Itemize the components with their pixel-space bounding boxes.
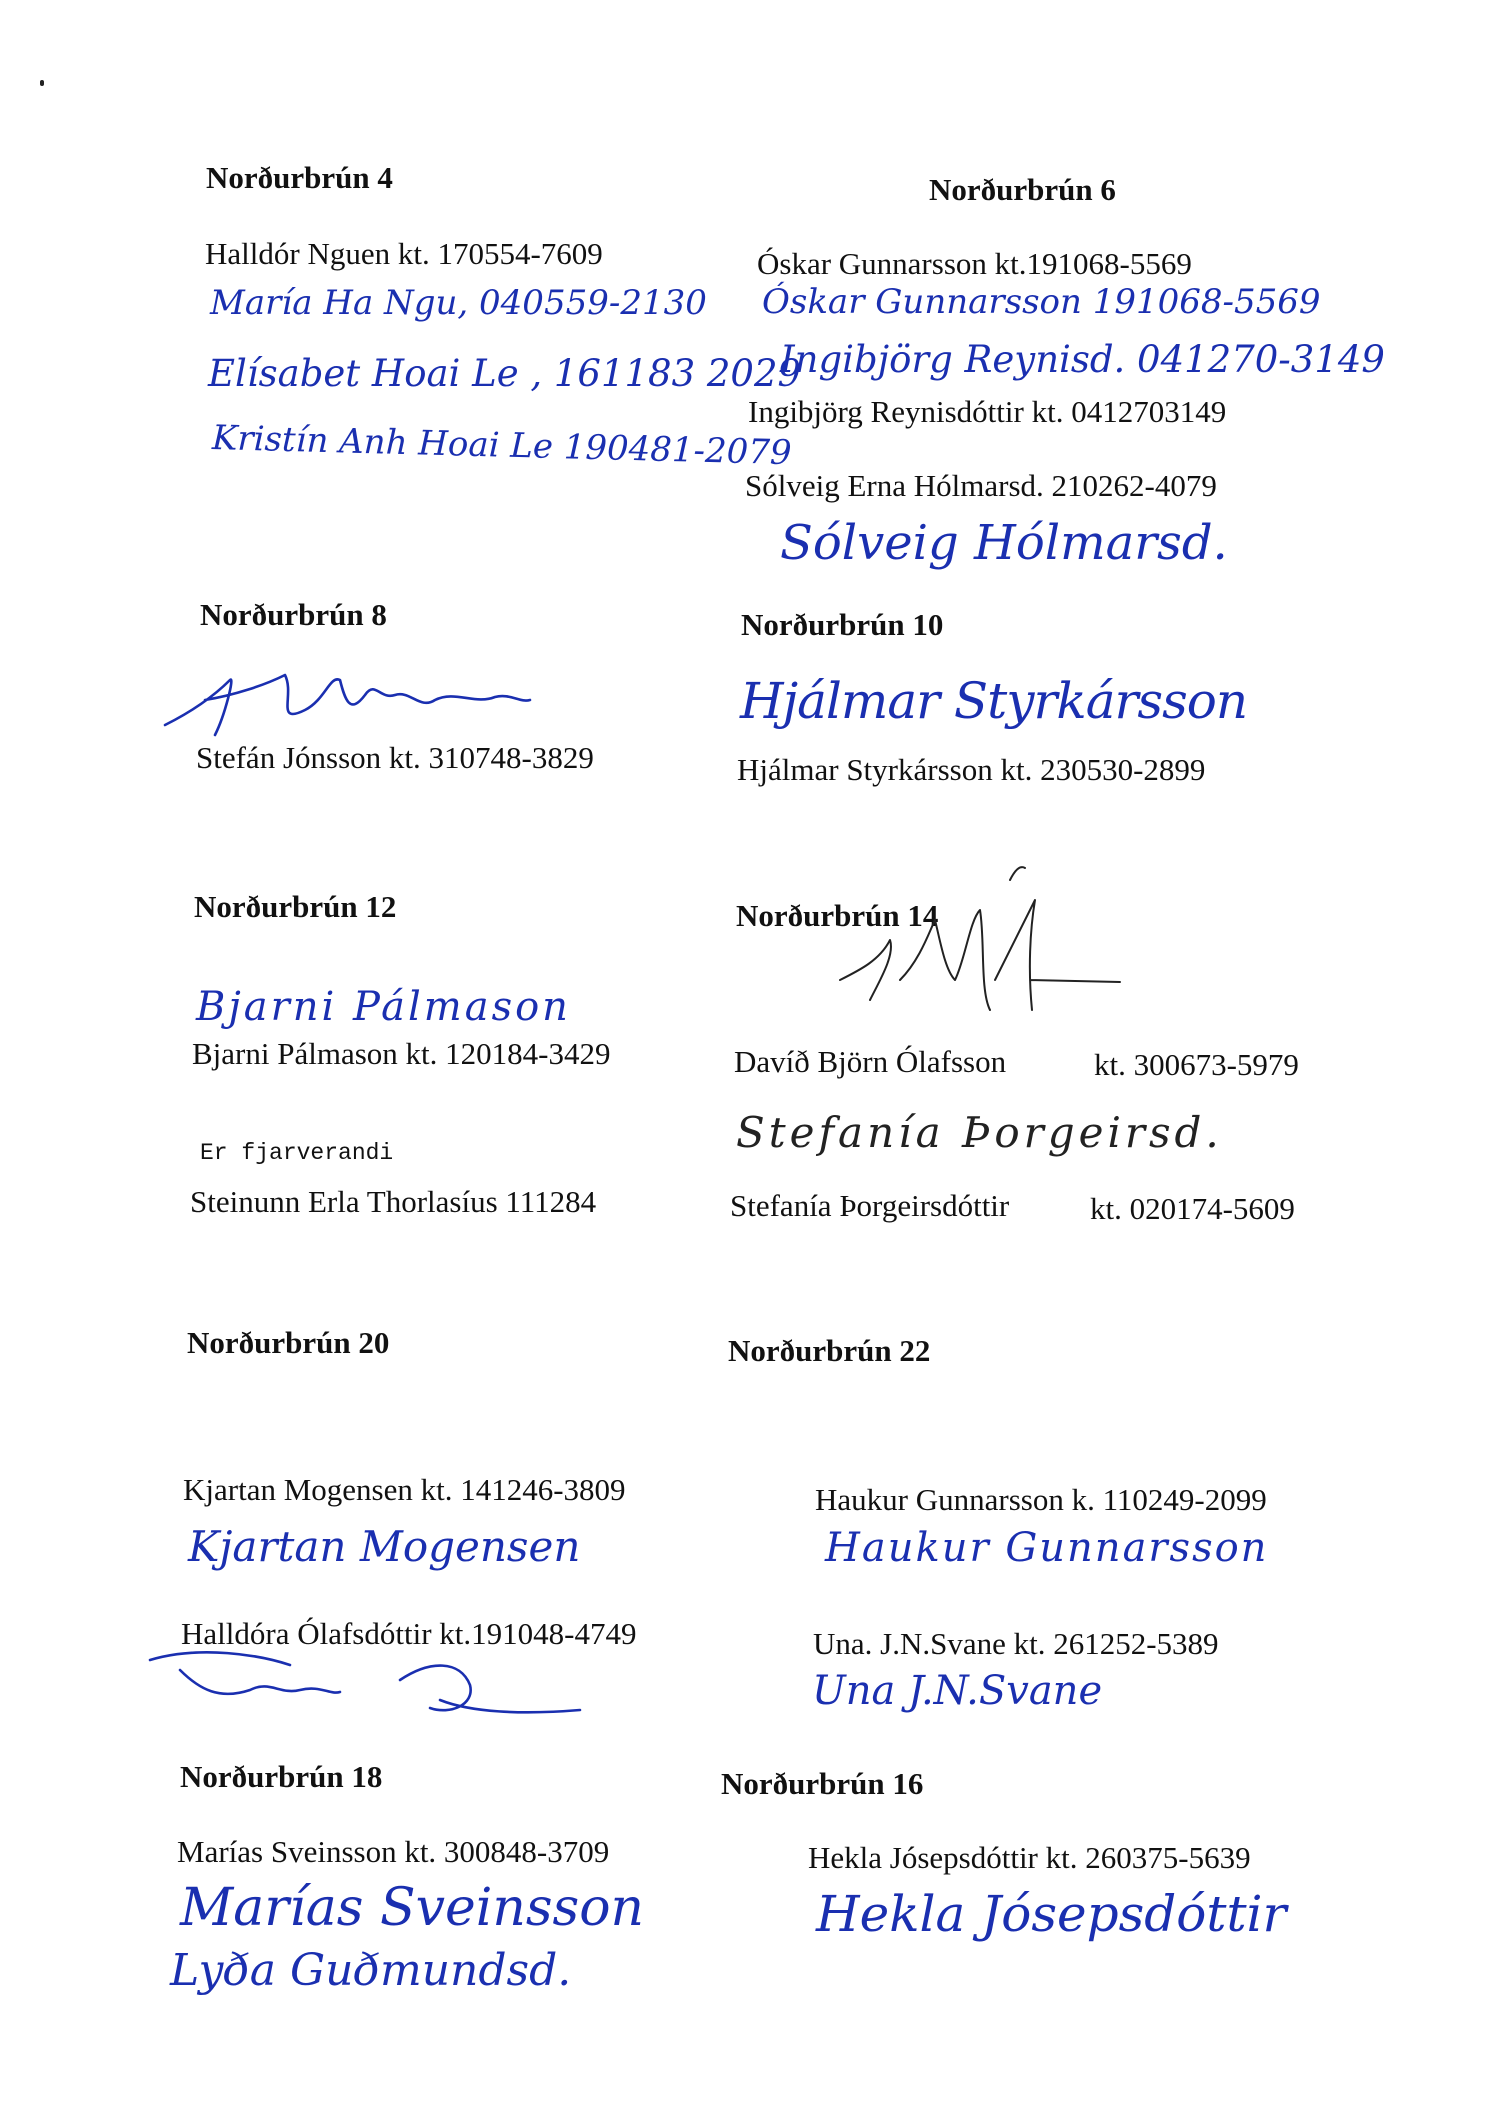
resident-line: Sólveig Erna Hólmarsd. 210262-4079 xyxy=(745,468,1217,503)
heading: Norðurbrún 20 xyxy=(187,1325,390,1360)
signature-scribble xyxy=(780,860,1160,1050)
resident-line: Hekla Jósepsdóttir kt. 260375-5639 xyxy=(808,1840,1251,1875)
handwritten-entry: Kristín Anh Hoai Le 190481-2079 xyxy=(211,418,793,474)
resident-line: Steinunn Erla Thorlasíus 111284 xyxy=(190,1184,597,1219)
kennitala: kt. 300673-5979 xyxy=(1094,1047,1299,1082)
heading: Norðurbrún 10 xyxy=(741,607,944,642)
signature: Sólveig Hólmarsd. xyxy=(780,515,1228,571)
handwritten-entry: María Ha Ngu, 040559-2130 xyxy=(210,283,707,323)
resident-line: Stefanía Þorgeirsdóttir xyxy=(730,1188,1010,1223)
scan-speck xyxy=(40,80,44,86)
signature-scribble xyxy=(155,655,535,750)
resident-line: Haukur Gunnarsson k. 110249-2099 xyxy=(815,1482,1267,1517)
resident-line: Halldór Nguen kt. 170554-7609 xyxy=(205,236,603,271)
heading: Norðurbrún 18 xyxy=(180,1759,383,1794)
signature: Hjálmar Styrkársson xyxy=(740,672,1248,730)
absence-note: Er fjarverandi xyxy=(200,1140,394,1166)
resident-line: Kjartan Mogensen kt. 141246-3809 xyxy=(183,1472,626,1507)
resident-line: Halldóra Ólafsdóttir kt.191048-4749 xyxy=(181,1616,637,1651)
heading: Norðurbrún 6 xyxy=(929,172,1116,207)
heading: Norðurbrún 8 xyxy=(200,597,387,632)
heading: Norðurbrún 22 xyxy=(728,1333,931,1368)
signature: Marías Sveinsson xyxy=(180,1878,645,1938)
heading: Norðurbrún 4 xyxy=(206,160,393,195)
resident-line: Óskar Gunnarsson kt.191068-5569 xyxy=(757,246,1192,281)
signature-scribble xyxy=(140,1640,600,1725)
signature: Hekla Jósepsdóttir xyxy=(816,1885,1287,1943)
resident-line: Ingibjörg Reynisdóttir kt. 0412703149 xyxy=(748,394,1227,429)
resident-line: Una. J.N.Svane kt. 261252-5389 xyxy=(813,1626,1219,1661)
heading: Norðurbrún 16 xyxy=(721,1766,924,1801)
handwritten-entry: Elísabet Hoai Le , 161183 2029 xyxy=(208,352,802,395)
kennitala: kt. 020174-5609 xyxy=(1090,1191,1295,1226)
handwritten-entry: Ingibjörg Reynisd. 041270-3149 xyxy=(780,338,1385,381)
resident-line: Marías Sveinsson kt. 300848-3709 xyxy=(177,1834,610,1869)
resident-line: Davíð Björn Ólafsson xyxy=(734,1044,1007,1079)
signature: Bjarni Pálmason xyxy=(196,984,571,1030)
signature: Haukur Gunnarsson xyxy=(825,1525,1269,1571)
heading: Norðurbrún 14 xyxy=(736,898,939,933)
resident-line: Hjálmar Styrkársson kt. 230530-2899 xyxy=(737,752,1206,787)
resident-line: Bjarni Pálmason kt. 120184-3429 xyxy=(192,1036,611,1071)
resident-line: Stefán Jónsson kt. 310748-3829 xyxy=(196,740,594,775)
handwritten-entry: Óskar Gunnarsson 191068-5569 xyxy=(762,282,1321,322)
signature: Lyða Guðmundsd. xyxy=(170,1945,572,1996)
signature: Kjartan Mogensen xyxy=(188,1522,581,1571)
signature: Stefanía Þorgeirsd. xyxy=(736,1108,1223,1157)
signature: Una J.N.Svane xyxy=(812,1668,1103,1714)
heading: Norðurbrún 12 xyxy=(194,889,397,924)
